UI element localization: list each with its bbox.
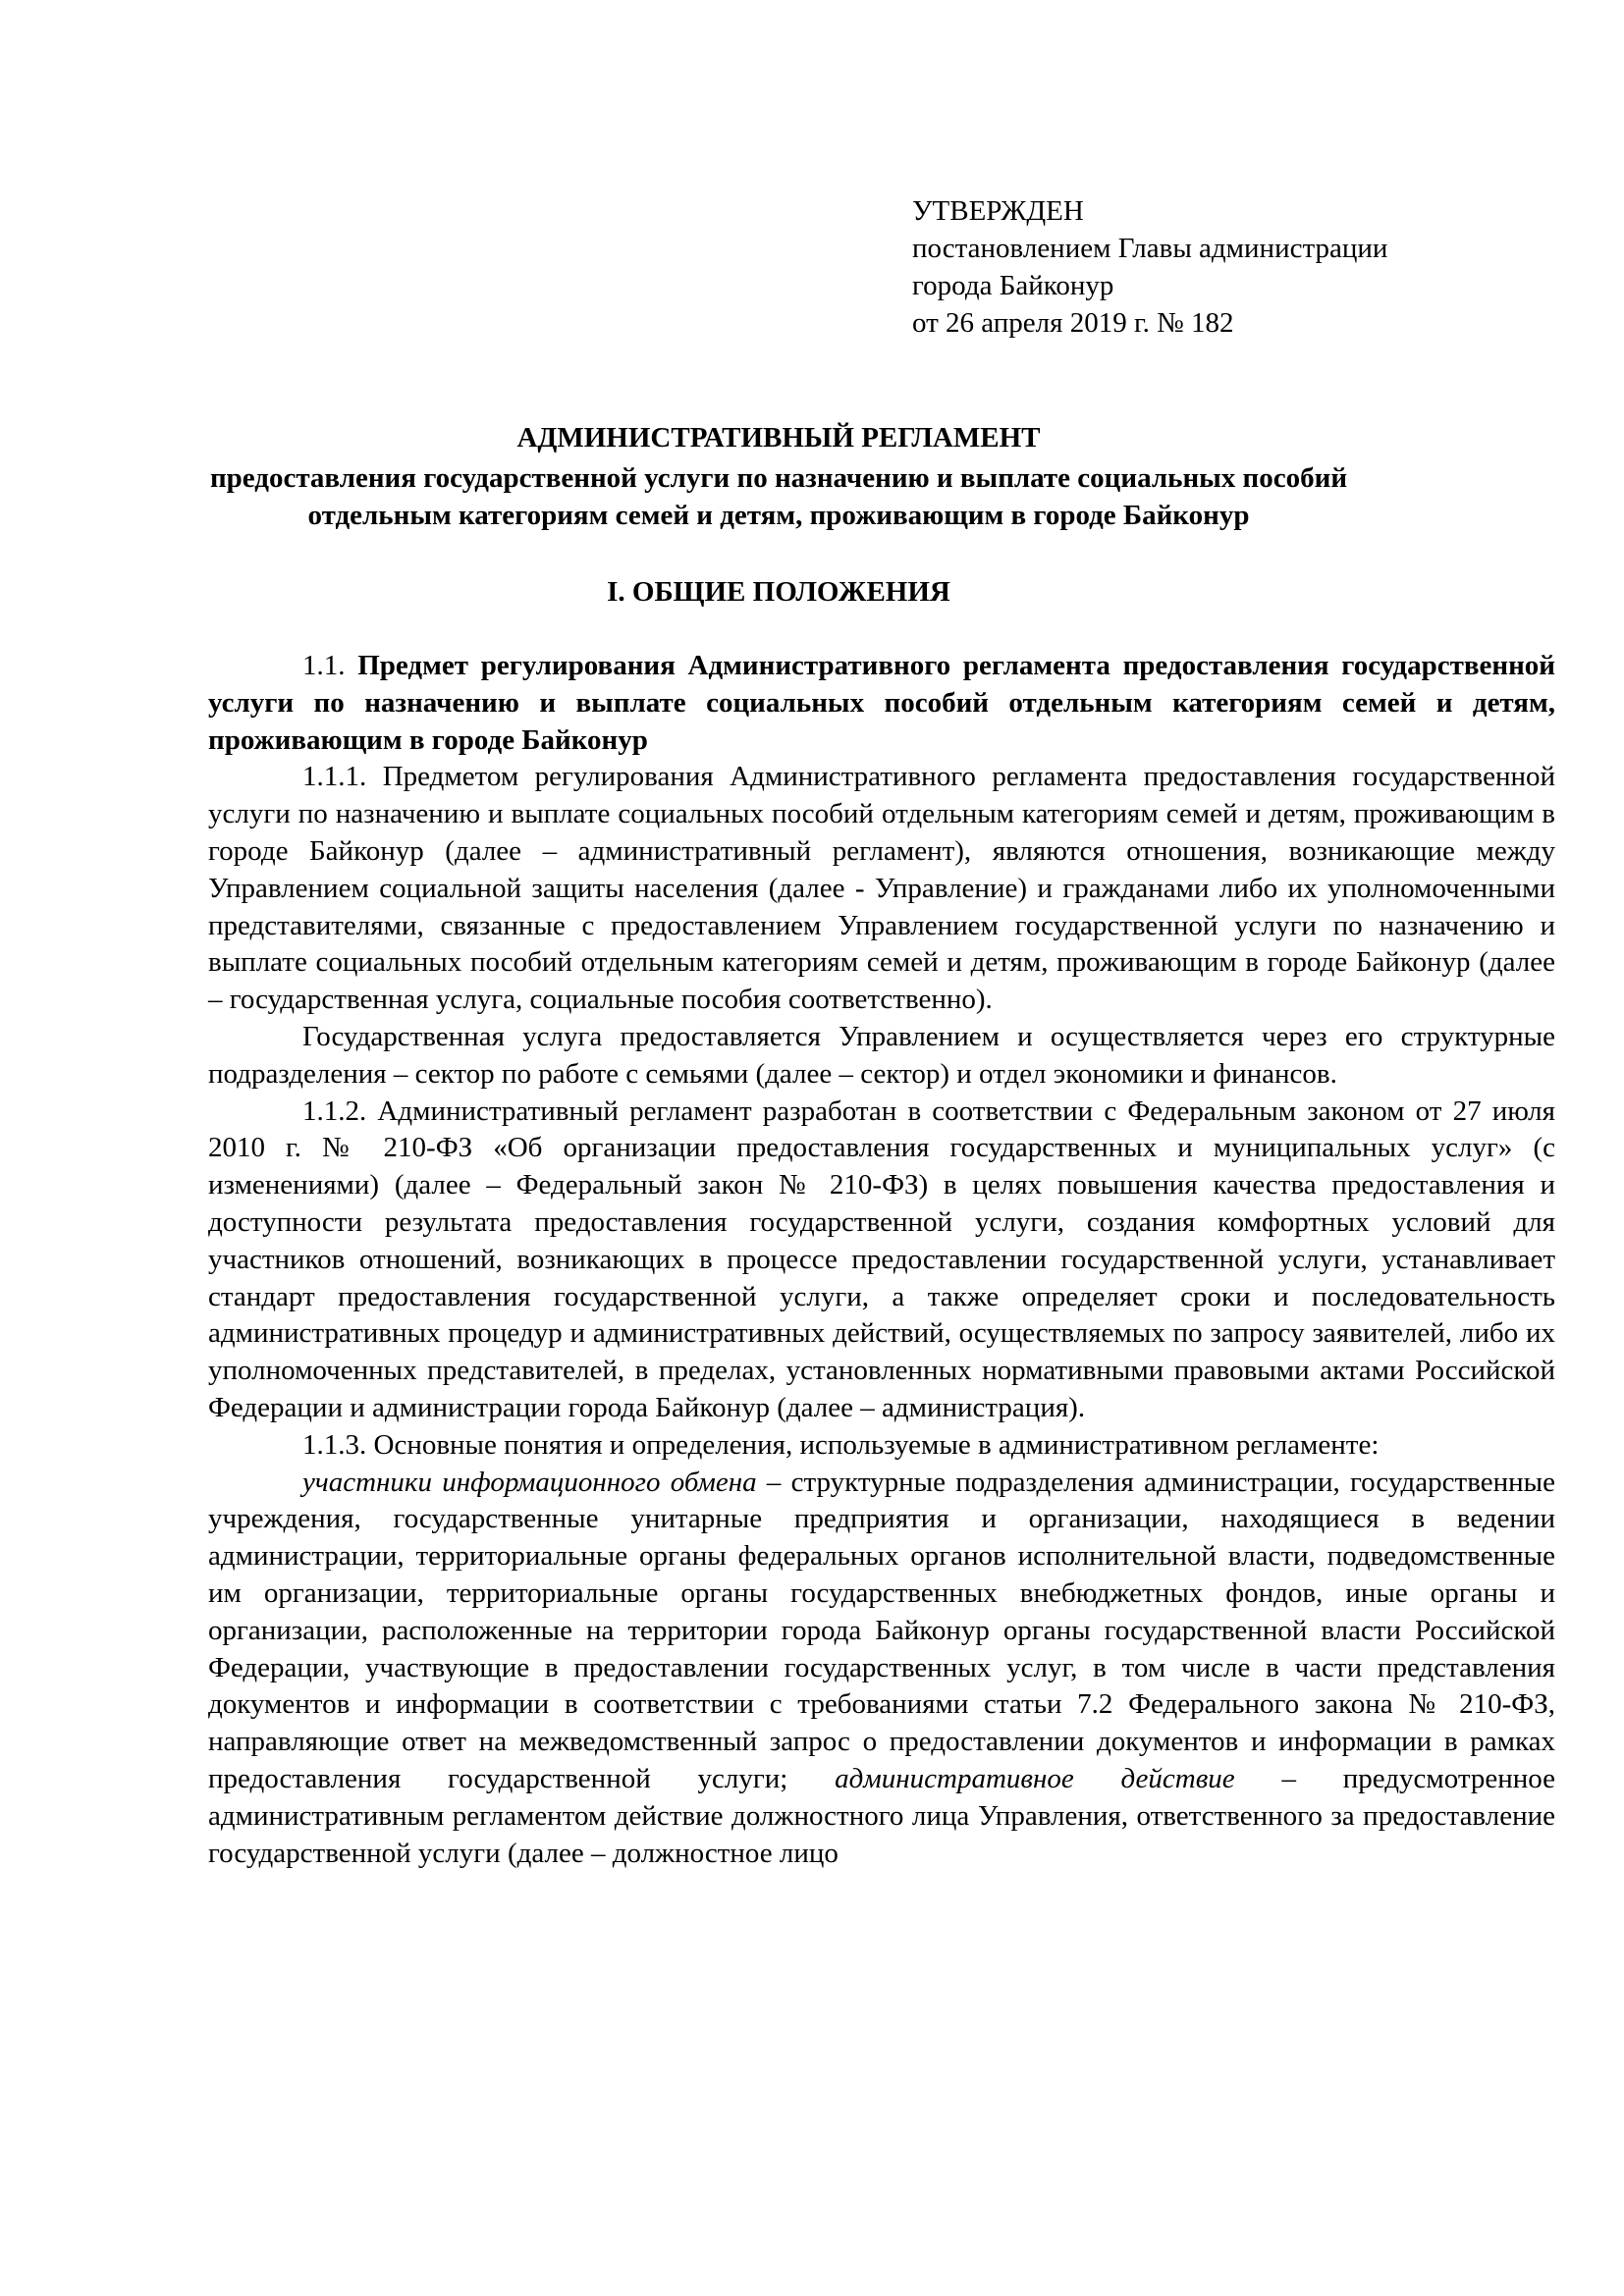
definition-term: участники информационного обмена <box>302 1466 757 1498</box>
paragraph-1-1-1: 1.1.1. Предметом регулирования Административного регламента предоставления государственной услуги по назначению и выплате социальных пособий отдельным категориям семей и детям, проживающим в городе Байконур (далее – административный регламент), являются отношения, возникающие между Управлением социальной защиты населения (далее - Управление) и гражданами либо их уполномоченными представителями, связанные с предоставлением Управлением государственной услуги по назначению и выплате социальных пособий отдельным категориям семей и детям, проживающим в городе Байконур (далее – государственная услуга, социальные пособия соответственно). <box>208 761 1555 1016</box>
approval-date: от 26 апреля 2019 г. № 182 <box>912 307 1234 339</box>
paragraph-service-provider: Государственная услуга предоставляется Управлением и осуществляется через его структурные подразделения – сектор по работе с семьями (далее – сектор) и отдел экономики и финансов. <box>208 1020 1555 1090</box>
approval-stamp <box>912 192 1541 342</box>
definition-text: – предусмотренное административным регламентом действие должностного лица Управления, ответственного за предоставление государственной услуги (далее – должностное лицо <box>208 1762 1555 1869</box>
paragraph-number: 1.1. <box>302 650 358 681</box>
paragraph-1-1-3: 1.1.3. Основные понятия и определения, используемые в административном регламенте: <box>302 1428 1380 1461</box>
paragraph-1-1 <box>208 648 1555 759</box>
definition-text: – структурные подразделения администрации, государственные учреждения, государственные унитарные предприятия и организации, находящиеся в ведении администрации, территориальные органы федеральных органов исполнительной власти, подведомственные им организации, территориальные органы государственных внебюджетных фондов, иные органы и организации, расположенные на территории города Байконур органы государственной власти Российской Федерации, участвующие в предоставлении государственных услуг, в том числе в части представления документов и информации в соответствии с требованиями статьи 7.2 Федерального закона № 210-ФЗ, направляющие ответ на межведомственный запрос о предоставлении документов и информации в рамках предоставления государственной услуги; <box>208 1466 1555 1794</box>
paragraph-1-1-2: 1.1.2. Административный регламент разработан в соответствии с Федеральным законом от 27 июля 2010 г. № 210-ФЗ «Об организации предоставления государственных и муниципальных услуг» (с изменениями) (далее – Федеральный закон № 210-ФЗ) в целях повышения качества предоставления и доступности результата предоставления государственной услуги, создания комфортных условий для участников отношений, возникающих в процессе предоставлении государственной услуги, устанавливает стандарт предоставления государственной услуги, а также определяет сроки и последовательность административных процедур и административных действий, осуществляемых по запросу заявителей, либо их уполномоченных представителей, в пределах, установленных нормативными правовыми актами Российской Федерации и администрации города Байконур (далее – администрация). <box>208 1095 1555 1423</box>
document-title: АДМИНИСТРАТИВНЫЙ РЕГЛАМЕНТ <box>516 422 1041 454</box>
document-subtitle-line-2: отдельным категориям семей и детям, проживающим в городе Байконур <box>307 500 1250 531</box>
document-subtitle-line-1: предоставления государственной услуги по назначению и выплате социальных пособий <box>209 462 1348 494</box>
document-body <box>208 648 1555 1872</box>
approval-title: УТВЕРЖДЕН <box>912 195 1084 227</box>
section-heading: I. ОБЩИЕ ПОЛОЖЕНИЯ <box>607 576 950 608</box>
document-subtitle <box>196 459 1361 534</box>
paragraph-definitions <box>208 1465 1555 1873</box>
approval-decree: постановлением Главы администрации <box>912 233 1388 264</box>
paragraph-heading: Предмет регулирования Административного регламента предоставления государственной услуги по назначению и выплате социальных пособий отдельным категориям семей и детям, проживающим в городе Байконур <box>208 650 1555 756</box>
approval-city: города Байконур <box>912 270 1114 301</box>
definition-term: административное действие <box>835 1762 1235 1794</box>
